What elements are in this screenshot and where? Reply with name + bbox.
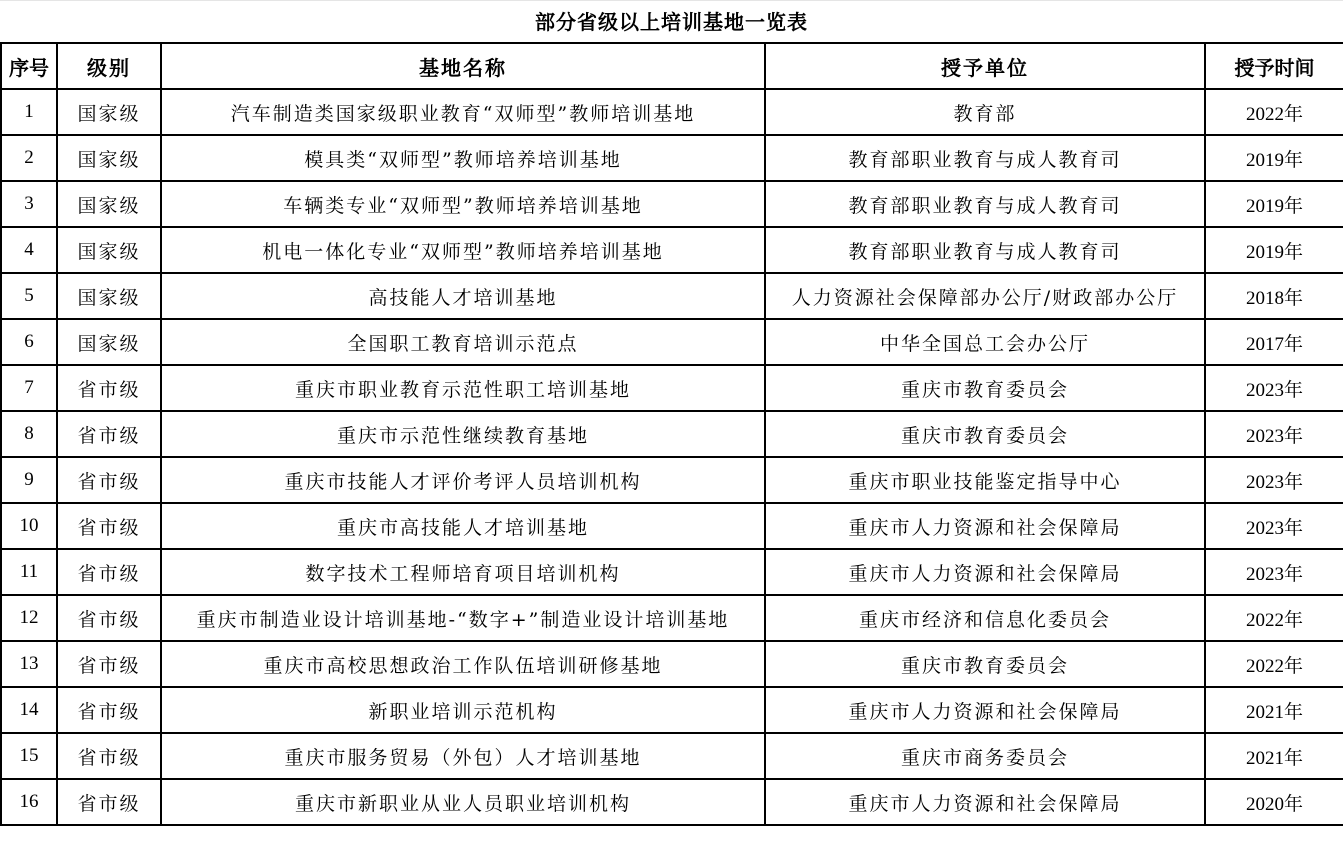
table-row xyxy=(1,641,1343,687)
table-title: 部分省级以上培训基地一览表 xyxy=(0,0,1343,42)
cell-issuer[interactable]: 教育部 xyxy=(765,89,1205,135)
cell-year[interactable]: 2022年 xyxy=(1205,641,1343,687)
cell-issuer[interactable]: 教育部职业教育与成人教育司 xyxy=(765,181,1205,227)
cell-name[interactable]: 高技能人才培训基地 xyxy=(161,273,765,319)
column-header-year[interactable]: 授予时间 xyxy=(1205,43,1343,89)
cell-no[interactable]: 14 xyxy=(1,687,57,733)
cell-level[interactable]: 省市级 xyxy=(57,733,161,779)
cell-no[interactable]: 8 xyxy=(1,411,57,457)
cell-name[interactable]: 重庆市高校思想政治工作队伍培训研修基地 xyxy=(161,641,765,687)
cell-name[interactable]: 新职业培训示范机构 xyxy=(161,687,765,733)
cell-year[interactable]: 2023年 xyxy=(1205,549,1343,595)
table-row xyxy=(1,687,1343,733)
cell-name[interactable]: 重庆市职业教育示范性职工培训基地 xyxy=(161,365,765,411)
cell-no[interactable]: 6 xyxy=(1,319,57,365)
cell-no[interactable]: 2 xyxy=(1,135,57,181)
cell-name[interactable]: 重庆市技能人才评价考评人员培训机构 xyxy=(161,457,765,503)
cell-year[interactable]: 2023年 xyxy=(1205,411,1343,457)
cell-year[interactable]: 2017年 xyxy=(1205,319,1343,365)
cell-level[interactable]: 国家级 xyxy=(57,135,161,181)
cell-level[interactable]: 省市级 xyxy=(57,595,161,641)
table-row xyxy=(1,319,1343,365)
cell-issuer[interactable]: 重庆市人力资源和社会保障局 xyxy=(765,779,1205,825)
cell-year[interactable]: 2018年 xyxy=(1205,273,1343,319)
cell-no[interactable]: 7 xyxy=(1,365,57,411)
table-row xyxy=(1,273,1343,319)
cell-level[interactable]: 国家级 xyxy=(57,273,161,319)
cell-name[interactable]: 模具类“双师型”教师培养培训基地 xyxy=(161,135,765,181)
cell-name[interactable]: 重庆市服务贸易（外包）人才培训基地 xyxy=(161,733,765,779)
cell-issuer[interactable]: 重庆市人力资源和社会保障局 xyxy=(765,503,1205,549)
cell-level[interactable]: 省市级 xyxy=(57,457,161,503)
cell-name[interactable]: 重庆市新职业从业人员职业培训机构 xyxy=(161,779,765,825)
cell-year[interactable]: 2022年 xyxy=(1205,595,1343,641)
column-header-level[interactable]: 级别 xyxy=(57,43,161,89)
cell-no[interactable]: 3 xyxy=(1,181,57,227)
cell-no[interactable]: 16 xyxy=(1,779,57,825)
cell-name[interactable]: 汽车制造类国家级职业教育“双师型”教师培训基地 xyxy=(161,89,765,135)
cell-issuer[interactable]: 教育部职业教育与成人教育司 xyxy=(765,227,1205,273)
cell-level[interactable]: 国家级 xyxy=(57,89,161,135)
table-row xyxy=(1,89,1343,135)
cell-year[interactable]: 2020年 xyxy=(1205,779,1343,825)
cell-no[interactable]: 10 xyxy=(1,503,57,549)
table-row xyxy=(1,549,1343,595)
cell-no[interactable]: 11 xyxy=(1,549,57,595)
cell-level[interactable]: 省市级 xyxy=(57,503,161,549)
cell-no[interactable]: 4 xyxy=(1,227,57,273)
training-bases-table xyxy=(0,42,1343,826)
table-row xyxy=(1,733,1343,779)
cell-name[interactable]: 数字技术工程师培育项目培训机构 xyxy=(161,549,765,595)
cell-name[interactable]: 全国职工教育培训示范点 xyxy=(161,319,765,365)
cell-year[interactable]: 2019年 xyxy=(1205,135,1343,181)
cell-name[interactable]: 机电一体化专业“双师型”教师培养培训基地 xyxy=(161,227,765,273)
header-row xyxy=(1,43,1343,89)
cell-issuer[interactable]: 重庆市人力资源和社会保障局 xyxy=(765,687,1205,733)
table-row xyxy=(1,411,1343,457)
cell-no[interactable]: 1 xyxy=(1,89,57,135)
cell-issuer[interactable]: 中华全国总工会办公厅 xyxy=(765,319,1205,365)
cell-no[interactable]: 5 xyxy=(1,273,57,319)
table-row xyxy=(1,503,1343,549)
cell-level[interactable]: 省市级 xyxy=(57,641,161,687)
cell-name[interactable]: 重庆市制造业设计培训基地-“数字+”制造业设计培训基地 xyxy=(161,595,765,641)
cell-issuer[interactable]: 重庆市商务委员会 xyxy=(765,733,1205,779)
cell-issuer[interactable]: 重庆市教育委员会 xyxy=(765,365,1205,411)
cell-level[interactable]: 省市级 xyxy=(57,365,161,411)
table-row xyxy=(1,595,1343,641)
cell-year[interactable]: 2023年 xyxy=(1205,457,1343,503)
cell-level[interactable]: 省市级 xyxy=(57,687,161,733)
cell-name[interactable]: 重庆市示范性继续教育基地 xyxy=(161,411,765,457)
cell-level[interactable]: 国家级 xyxy=(57,319,161,365)
cell-year[interactable]: 2022年 xyxy=(1205,89,1343,135)
cell-issuer[interactable]: 重庆市教育委员会 xyxy=(765,411,1205,457)
column-header-no[interactable]: 序号 xyxy=(1,43,57,89)
cell-no[interactable]: 15 xyxy=(1,733,57,779)
table-row xyxy=(1,181,1343,227)
cell-level[interactable]: 省市级 xyxy=(57,549,161,595)
cell-no[interactable]: 9 xyxy=(1,457,57,503)
table-row xyxy=(1,457,1343,503)
cell-year[interactable]: 2023年 xyxy=(1205,365,1343,411)
cell-level[interactable]: 省市级 xyxy=(57,779,161,825)
cell-issuer[interactable]: 重庆市人力资源和社会保障局 xyxy=(765,549,1205,595)
cell-year[interactable]: 2021年 xyxy=(1205,733,1343,779)
table-row xyxy=(1,135,1343,181)
cell-issuer[interactable]: 重庆市职业技能鉴定指导中心 xyxy=(765,457,1205,503)
cell-no[interactable]: 13 xyxy=(1,641,57,687)
cell-name[interactable]: 车辆类专业“双师型”教师培养培训基地 xyxy=(161,181,765,227)
cell-issuer[interactable]: 人力资源社会保障部办公厅/财政部办公厅 xyxy=(765,273,1205,319)
cell-issuer[interactable]: 重庆市教育委员会 xyxy=(765,641,1205,687)
column-header-issuer[interactable]: 授予单位 xyxy=(765,43,1205,89)
cell-level[interactable]: 国家级 xyxy=(57,181,161,227)
table-row xyxy=(1,779,1343,825)
cell-year[interactable]: 2021年 xyxy=(1205,687,1343,733)
cell-year[interactable]: 2019年 xyxy=(1205,181,1343,227)
cell-level[interactable]: 国家级 xyxy=(57,227,161,273)
cell-year[interactable]: 2023年 xyxy=(1205,503,1343,549)
cell-issuer[interactable]: 教育部职业教育与成人教育司 xyxy=(765,135,1205,181)
cell-year[interactable]: 2019年 xyxy=(1205,227,1343,273)
table-row xyxy=(1,227,1343,273)
cell-name[interactable]: 重庆市高技能人才培训基地 xyxy=(161,503,765,549)
cell-level[interactable]: 省市级 xyxy=(57,411,161,457)
table-row xyxy=(1,365,1343,411)
column-header-name[interactable]: 基地名称 xyxy=(161,43,765,89)
cell-no[interactable]: 12 xyxy=(1,595,57,641)
cell-issuer[interactable]: 重庆市经济和信息化委员会 xyxy=(765,595,1205,641)
